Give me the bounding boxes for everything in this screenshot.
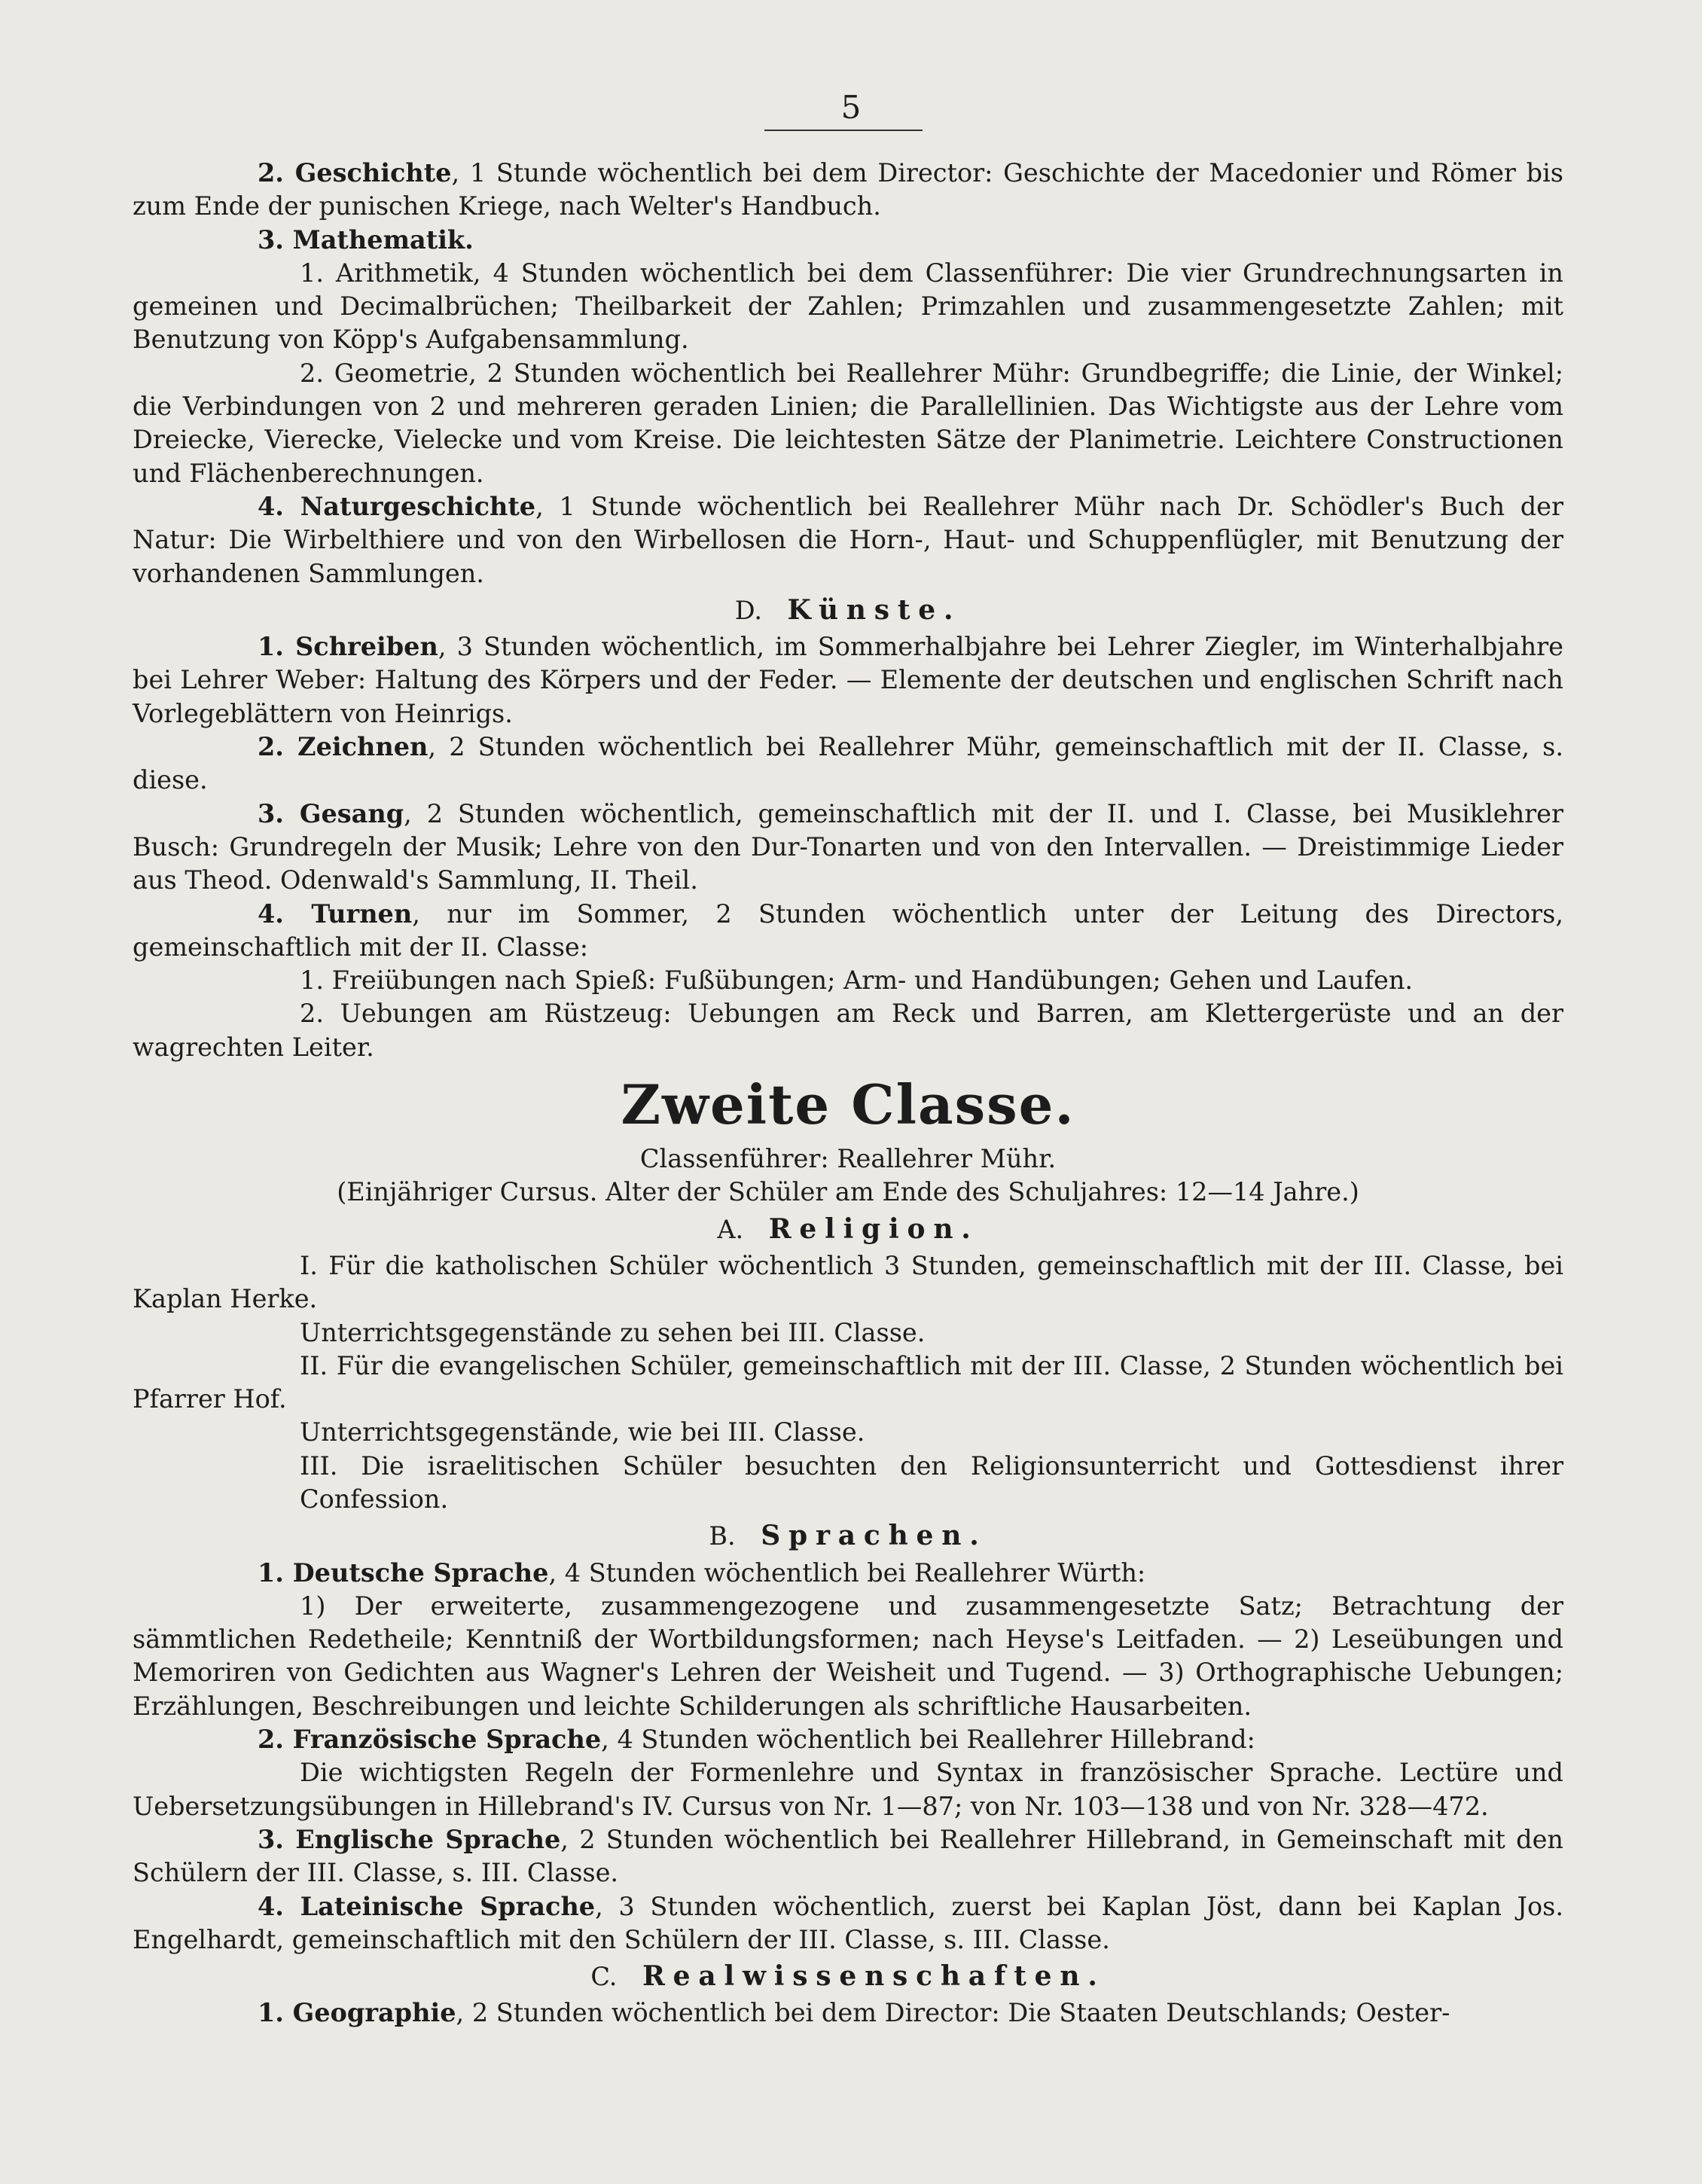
paragraph	[133, 490, 1563, 590]
subject-heading: 1. Geographie	[258, 1998, 456, 2028]
header-rule	[764, 130, 923, 131]
paragraph	[133, 224, 1563, 257]
subject-heading: 1. Schreiben	[258, 632, 438, 662]
paragraph-text: , 1 Stunde wöchentlich bei Reallehrer Mühr nach Dr. Schödler's Buch der Natur: Die Wirbelthiere und von den Wirbellosen die Horn-, Haut- und Schuppenflügler, mit Benutzung der vorhandenen Sammlungen.	[133, 491, 1563, 588]
paragraph	[133, 1316, 1563, 1350]
section-letter: A.	[717, 1214, 744, 1244]
paragraph-text: , 2 Stunden wöchentlich bei Reallehrer Mühr, gemeinschaftlich mit der II. Classe, s. diese.	[133, 732, 1563, 795]
paragraph	[133, 964, 1563, 997]
paragraph-text: , 4 Stunden wöchentlich bei Reallehrer Würth:	[548, 1557, 1146, 1588]
paragraph	[133, 898, 1563, 965]
paragraph	[133, 1557, 1563, 1590]
subject-heading: 4. Naturgeschichte	[258, 491, 536, 521]
section-heading	[133, 593, 1563, 627]
paragraph-text: II. Für die evangelischen Schüler, gemeinschaftlich mit der III. Classe, 2 Stunden wöchentlich bei Pfarrer Hof.	[133, 1350, 1563, 1414]
section-title: Religion.	[768, 1212, 979, 1245]
paragraph-text: 1. Freiübungen nach Spieß: Fußübungen; Arm- und Handübungen; Gehen und Laufen.	[300, 965, 1414, 996]
paragraph-text: 2. Uebungen am Rüstzeug: Uebungen am Reck und Barren, am Klettergerüste und an der wagrechten Leiter.	[133, 999, 1563, 1062]
paragraph	[133, 357, 1563, 490]
section-heading	[133, 1960, 1563, 1993]
subject-heading: 4. Turnen	[258, 898, 413, 929]
paragraph	[133, 1996, 1563, 2030]
subject-heading: 1. Deutsche Sprache	[258, 1557, 549, 1588]
subject-heading: 2. Zeichnen	[258, 732, 429, 762]
paragraph	[133, 1350, 1563, 1417]
paragraph	[133, 1176, 1563, 1209]
page-number: 5	[840, 89, 862, 126]
paragraph	[133, 157, 1563, 224]
section-letter: C.	[590, 1962, 618, 1992]
paragraph-text: , 3 Stunden wöchentlich, zuerst bei Kaplan Jöst, dann bei Kaplan Jos. Engelhardt, gemeinschaftlich mit den Schülern der III. Classe, s. III. Classe.	[133, 1891, 1563, 1954]
paragraph-text: Classenführer: Reallehrer Mühr.	[639, 1144, 1057, 1174]
paragraph	[133, 1142, 1563, 1176]
paragraph	[133, 257, 1563, 357]
paragraph-text: , nur im Sommer, 2 Stunden wöchentlich unter der Leitung des Directors, gemeinschaftlich mit der II. Classe:	[133, 898, 1563, 962]
paragraph-text: III. Die israelitischen Schüler besuchten den Religionsunterricht und Gottesdienst ihrer Confession.	[300, 1450, 1563, 1514]
section-heading	[133, 1519, 1563, 1553]
paragraph-text: 1) Der erweiterte, zusammengezogene und zusammengesetzte Satz; Betrachtung der sämmtlichen Redetheile; Kenntniß der Wortbildungsformen; nach Heyse's Leitfaden. — 2) Leseübungen und Memoriren von Gedichten aus Wagner's Lehren der Weisheit und Tugend. — 3) Orthographische Uebungen; Erzählungen, Beschreibungen und leichte Schilderungen als schriftliche Hausarbeiten.	[133, 1591, 1563, 1721]
paragraph-text: , 2 Stunden wöchentlich, gemeinschaftlich mit der II. und I. Classe, bei Musiklehrer Busch: Grundregeln der Musik; Lehre von den Dur-Tonarten und von den Intervallen. — Dreistimmige Lieder aus Theod. Odenwald's Sammlung, II. Theil.	[133, 798, 1564, 895]
paragraph	[133, 798, 1563, 898]
paragraph-text: , 1 Stunde wöchentlich bei dem Director: Geschichte der Macedonier und Römer bis zum Ende der punischen Kriege, nach Welter's Handbuch.	[133, 158, 1563, 221]
paragraph-text: Die wichtigsten Regeln der Formenlehre und Syntax in französischer Sprache. Lectüre und Uebersetzungsübungen in Hillebrand's IV. Cursus von Nr. 1—87; von Nr. 103—138 und von Nr. 328—472.	[133, 1758, 1563, 1821]
subject-heading: 3. Gesang	[258, 798, 404, 828]
subject-heading: 2. Französische Sprache	[258, 1725, 602, 1755]
paragraph-text: , 4 Stunden wöchentlich bei Reallehrer Hillebrand:	[601, 1725, 1255, 1755]
paragraph-text: , 2 Stunden wöchentlich bei dem Director: Die Staaten Deutschlands; Oester-	[456, 1998, 1450, 2028]
paragraph	[133, 630, 1563, 731]
paragraph	[133, 1450, 1563, 1517]
paragraph-text: , 2 Stunden wöchentlich bei Reallehrer Hillebrand, in Gemeinschaft mit den Schülern der III. Classe, s. III. Classe.	[133, 1824, 1563, 1888]
section-title: Realwissenschaften.	[642, 1960, 1106, 1993]
paragraph	[133, 1723, 1563, 1756]
paragraph	[133, 731, 1563, 798]
paragraph-text: I. Für die katholischen Schüler wöchentlich 3 Stunden, gemeinschaftlich mit der III. Classe, bei Kaplan Herke.	[133, 1250, 1563, 1314]
paragraph-text: Unterrichtsgegenstände zu sehen bei III. Classe.	[300, 1317, 926, 1347]
paragraph-text: 2. Geometrie, 2 Stunden wöchentlich bei Reallehrer Mühr: Grundbegriffe; die Linie, der Winkel; die Verbindungen von 2 und mehreren geraden Linien; die Parallellinien. Das Wichtigste aus der Lehre vom Dreiecke, Vierecke, Vielecke und vom Kreise. Die leichtesten Sätze der Planimetrie. Leichtere Constructionen und Flächenberechnungen.	[133, 358, 1563, 488]
section-heading	[133, 1212, 1563, 1246]
subject-heading: 3. Mathematik.	[258, 224, 474, 255]
subject-heading: 4. Lateinische Sprache	[258, 1891, 596, 1921]
section-letter: B.	[709, 1521, 736, 1551]
class-title: Zweite Classe.	[621, 1072, 1075, 1137]
paragraph-text: , 3 Stunden wöchentlich, im Sommerhalbjahre bei Lehrer Ziegler, im Winterhalbjahre bei Lehrer Weber: Haltung des Körpers und der Feder. — Elemente der deutschen und englischen Schrift nach Vorlegeblättern von Heinrigs.	[133, 632, 1563, 728]
paragraph	[133, 997, 1563, 1064]
subject-heading: 3. Englische Sprache	[258, 1824, 561, 1854]
paragraph	[133, 1823, 1563, 1890]
paragraph	[133, 1249, 1563, 1316]
section-title: Künste.	[787, 593, 962, 626]
paragraph	[133, 1590, 1563, 1723]
section-letter: D.	[734, 595, 763, 625]
page-body	[133, 157, 1563, 2030]
subject-heading: 2. Geschichte	[258, 158, 452, 188]
paragraph-text: Unterrichtsgegenstände, wie bei III. Classe.	[300, 1417, 865, 1447]
paragraph	[133, 1416, 1563, 1449]
paragraph-text: (Einjähriger Cursus. Alter der Schüler am Ende des Schuljahres: 12—14 Jahre.)	[337, 1177, 1359, 1207]
paragraph	[133, 1756, 1563, 1823]
paragraph	[133, 1890, 1563, 1957]
paragraph-text: 1. Arithmetik, 4 Stunden wöchentlich bei dem Classenführer: Die vier Grundrechnungsarten in gemeinen und Decimalbrüchen; Theilbarkeit der Zahlen; Primzahlen und zusammengesetzte Zahlen; mit Benutzung von Köpp's Aufgabensammlung.	[133, 258, 1563, 355]
section-title: Sprachen.	[761, 1520, 987, 1552]
